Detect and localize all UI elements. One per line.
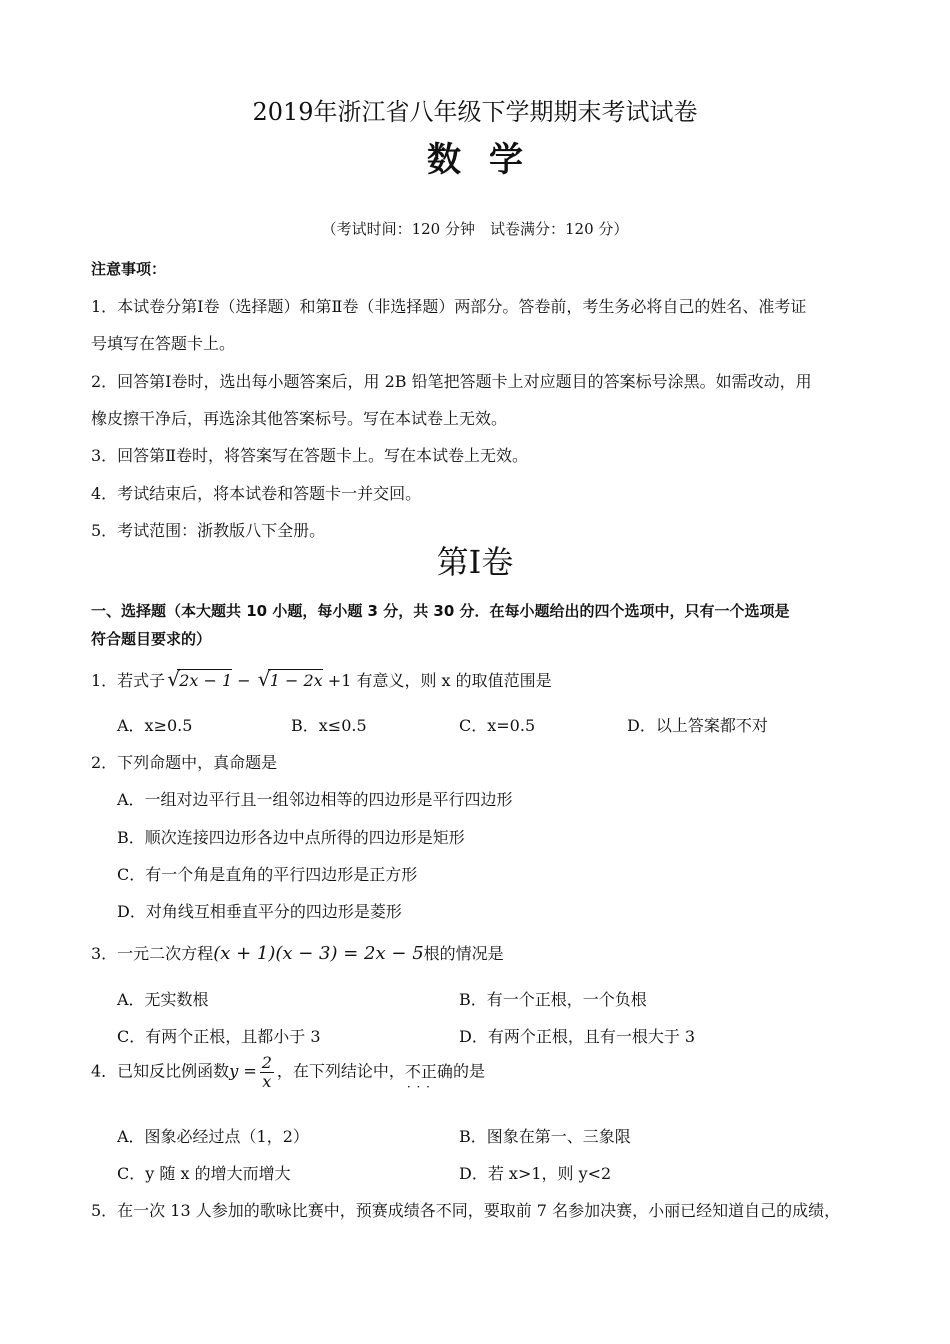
q4-suffix: 的是	[452, 1061, 485, 1081]
section-title: 第Ⅰ卷	[436, 543, 514, 581]
exam-title: 2019年浙江省八年级下学期期末考试试卷	[252, 98, 698, 126]
note-line: 橡皮擦干净后，再选涂其他答案标号。写在本试卷上无效。	[91, 409, 508, 428]
question-2-stem: 2．下列命题中，真命题是	[91, 753, 278, 772]
q4-lhs: y =	[229, 1061, 257, 1081]
q4-option-a: A．图象必经过点（1，2）	[117, 1127, 309, 1146]
note-line: 3．回答第Ⅱ卷时，将答案写在答题卡上。写在本试卷上无效。	[91, 446, 529, 465]
q1-option-d: D．以上答案都不对	[627, 716, 768, 735]
q1-minus: −	[232, 671, 256, 690]
q4-option-b: B．图象在第一、三象限	[459, 1127, 631, 1146]
question-1-stem	[91, 668, 552, 691]
q3-option-d: D．有两个正根，且有一根大于 3	[459, 1027, 696, 1046]
q1-option-b: B．x≤0.5	[291, 716, 367, 735]
section-instructions: 符合题目要求的）	[91, 630, 212, 648]
q3-option-c: C．有两个正根，且都小于 3	[117, 1027, 321, 1046]
question-4-stem	[91, 1054, 485, 1090]
q4-option-c: C．y 随 x 的增大而增大	[117, 1164, 291, 1183]
q3-prefix: 3．一元二次方程	[91, 944, 214, 963]
q4-prefix: 4．已知反比例函数	[91, 1061, 230, 1081]
radical-2: √ 1 − 2x	[257, 667, 323, 691]
note-line: 1．本试卷分第Ⅰ卷（选择题）和第Ⅱ卷（非选择题）两部分。答卷前，考生务必将自己的姓名、准考证	[91, 297, 807, 316]
section-instructions: 一、选择题（本大题共 10 小题，每小题 3 分，共 30 分．在每小题给出的四个选项中，只有一个选项是	[91, 602, 790, 620]
question-3-stem	[91, 941, 504, 964]
q2-option-c: C．有一个角是直角的平行四边形是正方形	[117, 865, 418, 884]
radical-1: √ 2x − 1	[167, 667, 233, 691]
exam-meta: （考试时间：120 分钟 试卷满分：120 分）	[321, 220, 629, 238]
note-line: 号填写在答题卡上。	[91, 334, 236, 353]
q3-equation: (x + 1)(x − 3) = 2x − 5	[213, 943, 424, 964]
note-line: 2．回答第Ⅰ卷时，选出每小题答案后，用 2B 铅笔把答题卡上对应题目的答案标号涂黑。如需改动，用	[91, 372, 812, 391]
q3-suffix: 根的情况是	[423, 944, 504, 963]
fraction: $\frac{2}{x}$	[261, 1053, 272, 1091]
q1-option-a: A．x≥0.5	[117, 716, 193, 735]
q4-middle: ，在下列结论中，	[276, 1061, 405, 1081]
q2-option-a: A．一组对边平行且一组邻边相等的四边形是平行四边形	[117, 790, 513, 809]
q2-option-d: D．对角线互相垂直平分的四边形是菱形	[117, 902, 402, 921]
q3-option-b: B．有一个正根，一个负根	[459, 990, 647, 1009]
q3-option-a: A．无实数根	[117, 990, 209, 1009]
note-line: 5．考试范围：浙教版八下全册。	[91, 521, 326, 540]
q1-suffix: +1 有意义，则 x 的取值范围是	[322, 671, 552, 690]
question-5-stem: 5．在一次 13 人参加的歌咏比赛中，预赛成绩各不同，要取前 7 名参加决赛，小丽已经知道自己的成绩，	[91, 1201, 841, 1220]
emphasis-text: 不正确 · · ·	[405, 1062, 453, 1081]
notes-heading: 注意事项：	[91, 260, 167, 278]
q1-option-c: C．x=0.5	[459, 716, 536, 735]
subject-title: 数学	[427, 140, 551, 180]
q1-prefix: 1．若式子	[91, 671, 166, 690]
q4-option-d: D．若 x>1，则 y<2	[459, 1164, 612, 1183]
note-line: 4．考试结束后，将本试卷和答题卡一并交回。	[91, 484, 422, 503]
q2-option-b: B．顺次连接四边形各边中点所得的四边形是矩形	[117, 828, 465, 847]
